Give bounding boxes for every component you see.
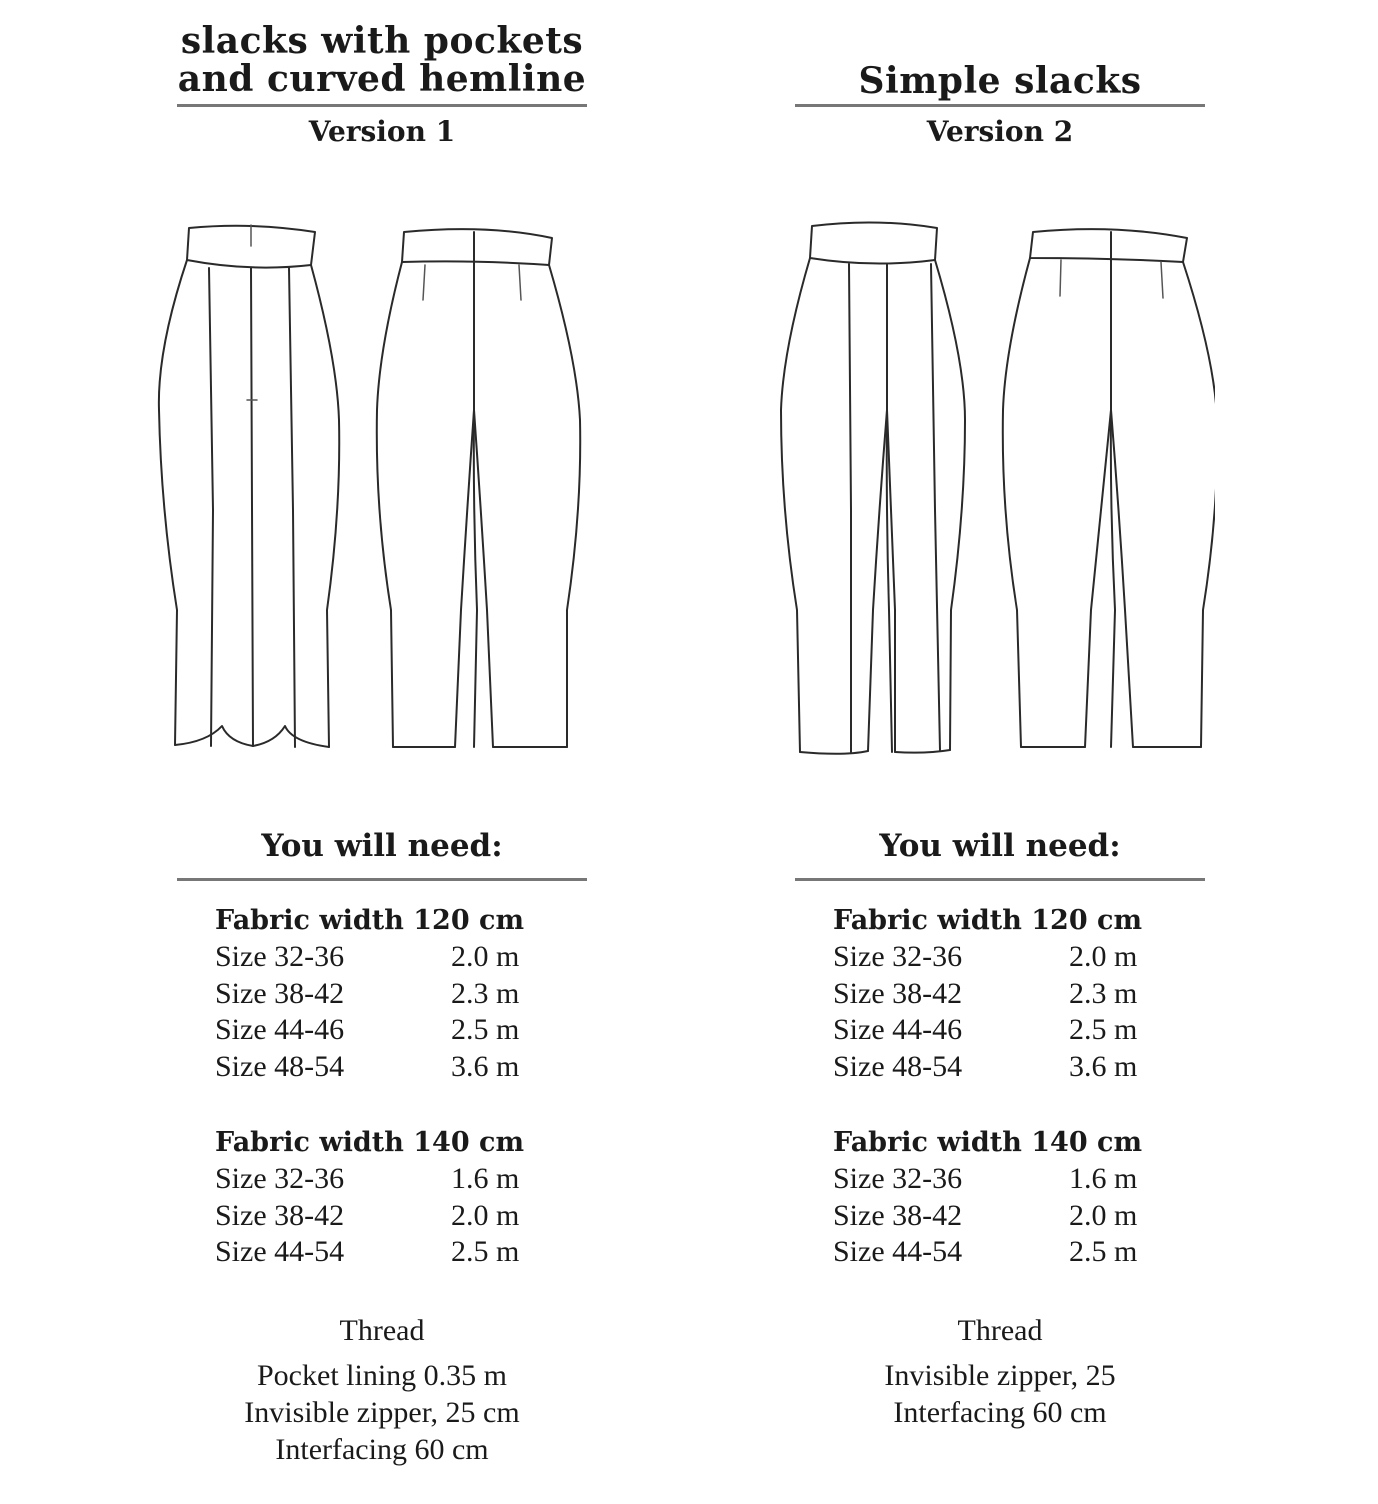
fabric-amount: 2.3 m: [451, 976, 520, 1010]
fabric-amount: 1.6 m: [451, 1162, 520, 1195]
fabric-amount: 2.5 m: [451, 1235, 520, 1268]
fabric-group-120: [215, 903, 587, 1085]
pants-front-view: [159, 225, 339, 747]
size-label: Size 38-42: [215, 1198, 345, 1232]
version-label: Version 1: [308, 115, 456, 148]
fabric-amount: 2.5 m: [1069, 1235, 1138, 1268]
pants-illustration-curved-hem: [147, 210, 597, 770]
fabric-amount: 1.6 m: [1069, 1162, 1138, 1195]
size-label: Size 38-42: [833, 1198, 963, 1232]
title-line: Simple slacks: [858, 60, 1142, 102]
size-row: [833, 1049, 1205, 1086]
fabric-amount: 2.5 m: [451, 1013, 520, 1046]
thread-label: Thread: [339, 1314, 425, 1347]
size-label: Size 44-46: [833, 1013, 963, 1046]
size-row: [215, 1161, 587, 1198]
fabric-amount: 3.6 m: [1069, 1049, 1138, 1083]
pants-back-view: [1003, 229, 1215, 747]
size-label: Size 48-54: [215, 1049, 345, 1083]
needs-divider: [177, 878, 587, 881]
size-row: [833, 1234, 1205, 1271]
size-label: Size 32-36: [833, 1162, 963, 1195]
fabric-width-heading: Fabric width 140 cm: [215, 1127, 525, 1158]
fabric-amount: 2.5 m: [1069, 1013, 1138, 1046]
version-label: Version 2: [926, 115, 1074, 148]
title-line: and curved hemline: [177, 58, 587, 100]
size-row: [215, 1198, 587, 1235]
you-will-need-heading: You will need:: [879, 828, 1121, 864]
fabric-width-heading: Fabric width 120 cm: [833, 905, 1143, 936]
size-label: Size 38-42: [215, 976, 345, 1010]
title-divider: [177, 104, 587, 107]
you-will-need-heading: You will need:: [261, 828, 503, 864]
needs-divider: [795, 878, 1205, 881]
fabric-amount: 3.6 m: [451, 1049, 520, 1083]
size-row: [215, 1049, 587, 1086]
fabric-amount: 2.0 m: [451, 940, 520, 973]
size-label: Size 32-36: [833, 940, 963, 973]
size-label: Size 44-54: [833, 1235, 963, 1268]
fabric-amount: 2.0 m: [1069, 1198, 1138, 1232]
fabric-group-140: [833, 1125, 1205, 1271]
pattern-title: [795, 62, 1205, 100]
fabric-group-120: [833, 903, 1205, 1085]
size-label: Size 48-54: [833, 1049, 963, 1083]
notion-item: Interfacing 60 cm: [893, 1396, 1107, 1429]
size-row: [215, 1234, 587, 1271]
fabric-width-heading: Fabric width 140 cm: [833, 1127, 1143, 1158]
fabric-amount: 2.0 m: [451, 1198, 520, 1232]
size-row: [215, 976, 587, 1013]
notions-list: [795, 1312, 1205, 1431]
title-line: slacks with pockets: [180, 20, 584, 62]
size-row: [833, 976, 1205, 1013]
thread-label: Thread: [957, 1314, 1043, 1347]
notion-item: Pocket lining 0.35 m: [257, 1359, 507, 1392]
notion-item: Invisible zipper, 25: [884, 1359, 1116, 1392]
size-label: Size 44-46: [215, 1013, 345, 1046]
fabric-amount: 2.3 m: [1069, 976, 1138, 1010]
size-label: Size 32-36: [215, 1162, 345, 1195]
size-row: [833, 1012, 1205, 1049]
notion-item: Invisible zipper, 25 cm: [244, 1396, 520, 1429]
fabric-group-140: [215, 1125, 587, 1271]
pants-back-view: [377, 229, 580, 747]
fabric-amount: 2.0 m: [1069, 940, 1138, 973]
size-row: [215, 1012, 587, 1049]
size-label: Size 32-36: [215, 940, 345, 973]
pattern-version-2: [795, 0, 1205, 1504]
pants-illustration-straight-hem: [765, 210, 1215, 770]
size-row: [215, 939, 587, 976]
size-row: [833, 1161, 1205, 1198]
pattern-title: [177, 22, 587, 98]
size-row: [833, 939, 1205, 976]
pants-front-view: [781, 222, 965, 753]
notion-item: Interfacing 60 cm: [275, 1433, 489, 1466]
size-label: Size 38-42: [833, 976, 963, 1010]
fabric-width-heading: Fabric width 120 cm: [215, 905, 525, 936]
size-label: Size 44-54: [215, 1235, 345, 1268]
title-divider: [795, 104, 1205, 107]
size-row: [833, 1198, 1205, 1235]
notions-list: [177, 1312, 587, 1468]
pattern-version-1: [177, 0, 587, 1504]
